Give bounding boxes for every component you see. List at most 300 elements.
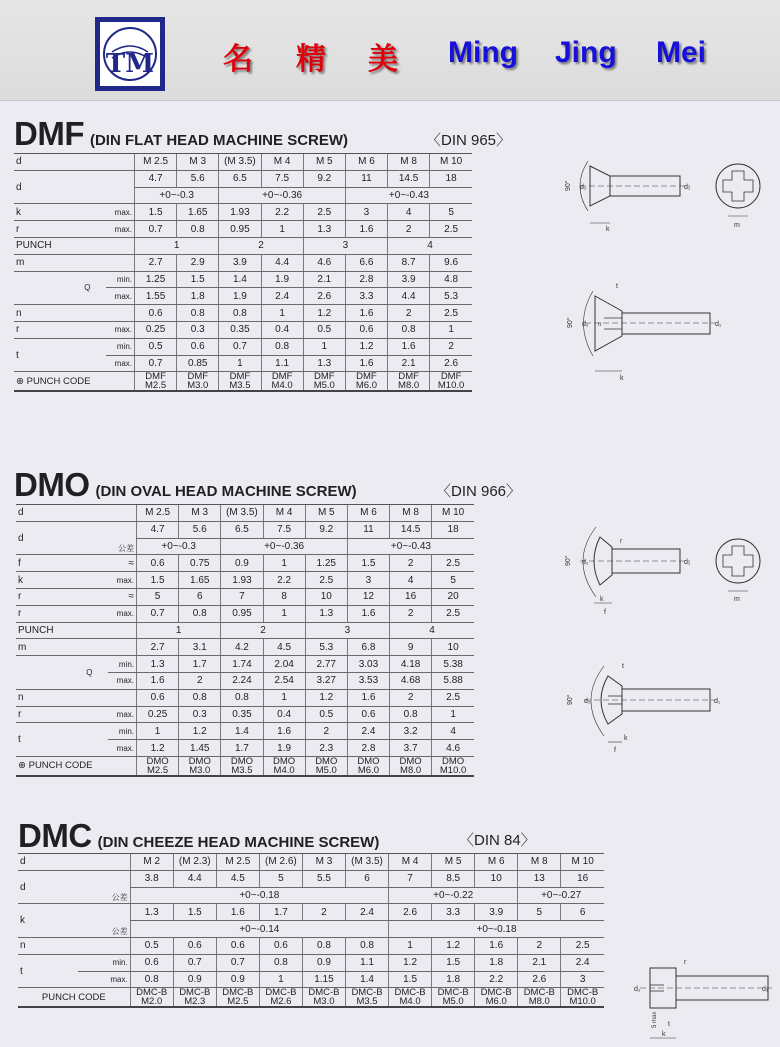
- label-d: d: [14, 154, 135, 171]
- code-top: DMC-B: [308, 987, 340, 999]
- value-cell: 0.85: [177, 355, 219, 372]
- size-cell: M 4: [263, 505, 305, 522]
- code-top: DMC-B: [351, 987, 383, 999]
- value-cell: 1.4: [221, 723, 263, 740]
- value-cell: 1.8: [177, 288, 219, 305]
- size-cell: M 6: [347, 505, 389, 522]
- label-d1: d: [18, 870, 78, 904]
- value-cell: 2.2: [263, 572, 305, 589]
- value-cell: 0.35: [219, 321, 261, 338]
- dim-f-label: f: [614, 747, 616, 754]
- dim-t-label: t: [616, 283, 618, 290]
- value-cell: 2: [302, 904, 345, 921]
- value-cell: 0.95: [221, 605, 263, 622]
- value-cell: 0.8: [179, 689, 221, 706]
- value-cell: 9.2: [303, 170, 345, 187]
- value-cell: 3.9: [219, 254, 261, 271]
- value-cell: 2.4: [261, 288, 303, 305]
- code-bottom: M5.0: [315, 764, 337, 776]
- value-cell: 4.5: [216, 870, 259, 887]
- label-max: max.: [108, 706, 136, 723]
- value-cell: 5: [430, 204, 472, 221]
- label-d1: d: [16, 521, 108, 555]
- code-bottom: M10.0: [439, 764, 467, 776]
- value-cell: 1.2: [389, 954, 432, 971]
- code-top: DMO: [315, 755, 338, 767]
- angle-label: 90°: [565, 555, 572, 566]
- value-cell: 0.6: [259, 937, 302, 954]
- label-max: max.: [108, 672, 136, 689]
- value-cell: 1.3: [137, 656, 179, 673]
- label-punch-code: PUNCH CODE: [18, 988, 130, 1008]
- dim-d1-label: d₁: [684, 184, 691, 191]
- table-row: [18, 971, 604, 988]
- value-cell: 3.9: [388, 271, 430, 288]
- value-cell: 5.3: [430, 288, 472, 305]
- value-cell: 2.5: [432, 605, 474, 622]
- value-cell: 1.6: [345, 305, 387, 322]
- value-cell: 8: [263, 588, 305, 605]
- label-max: max.: [106, 321, 134, 338]
- value-cell: 1.3: [303, 355, 345, 372]
- dmf-drawing-crosshead: [560, 151, 770, 241]
- size-cell: M 8: [390, 505, 432, 522]
- value-cell: 2: [305, 723, 347, 740]
- value-cell: 1.2: [345, 338, 387, 355]
- dim-5max-label: 5 max: [652, 1011, 658, 1028]
- code-bottom: M6.0: [355, 380, 377, 392]
- value-cell: 1.7: [221, 740, 263, 757]
- value-cell: 1: [303, 338, 345, 355]
- table-row: [18, 937, 604, 954]
- label-max: max.: [106, 204, 134, 221]
- value-cell: 14.5: [388, 170, 430, 187]
- size-cell: M 6: [475, 854, 518, 871]
- table-row: [16, 756, 474, 776]
- value-cell: 2.8: [345, 271, 387, 288]
- size-cell: M 3: [302, 854, 345, 871]
- dmf-title: [14, 115, 348, 153]
- phillips-icon: ⊕: [18, 760, 26, 772]
- table-row: [16, 639, 474, 656]
- code-bottom: M2.3: [184, 996, 206, 1008]
- dim-n-label: n: [598, 322, 602, 328]
- code-bottom: M3.5: [229, 380, 251, 392]
- value-cell: 1.15: [302, 971, 345, 988]
- tolerance-cell: +0~-0.18: [389, 921, 604, 938]
- size-cell: M 4: [261, 154, 303, 171]
- value-cell: 1: [263, 555, 305, 572]
- value-cell: 4.7: [137, 521, 179, 538]
- value-cell: 0.3: [177, 321, 219, 338]
- dim-m-label: m: [734, 596, 740, 603]
- value-cell: 5.5: [302, 870, 345, 887]
- value-cell: 1.74: [221, 656, 263, 673]
- dim-k-label: k: [600, 596, 604, 603]
- code-bottom: M6.0: [357, 764, 379, 776]
- value-cell: 4.18: [390, 656, 432, 673]
- value-cell: 5: [259, 870, 302, 887]
- value-cell: 2.4: [561, 954, 604, 971]
- label-punch: PUNCH: [14, 237, 135, 254]
- value-cell: 3.03: [347, 656, 389, 673]
- value-cell: 1.6: [475, 937, 518, 954]
- value-cell: 0.8: [345, 937, 388, 954]
- angle-label: 90°: [567, 694, 574, 705]
- value-cell: 2.5: [432, 689, 474, 706]
- value-cell: 5: [432, 572, 474, 589]
- value-cell: 0.8: [130, 971, 173, 988]
- value-cell: 1.5: [135, 204, 177, 221]
- dmc-standard: 〈DIN 84〉: [459, 832, 536, 849]
- value-cell: 2.5: [430, 221, 472, 238]
- value-cell: 1.2: [303, 305, 345, 322]
- value-cell: 0.7: [219, 338, 261, 355]
- value-cell: 1.5: [177, 271, 219, 288]
- value-cell: 4.6: [432, 740, 474, 757]
- label-r: r: [16, 706, 108, 723]
- value-cell: 0.6: [173, 937, 216, 954]
- code-top: DMF: [187, 371, 209, 383]
- value-cell: 13: [518, 870, 561, 887]
- value-cell: 3.27: [305, 672, 347, 689]
- code-top: DMC-B: [437, 987, 469, 999]
- value-cell: 1: [259, 971, 302, 988]
- table-row: [16, 706, 474, 723]
- value-cell: 7: [221, 588, 263, 605]
- label-m: m: [14, 254, 135, 271]
- value-cell: 4.2: [221, 639, 263, 656]
- value-cell: 4.7: [135, 170, 177, 187]
- size-cell: M 10: [430, 154, 472, 171]
- table-row: [16, 572, 474, 589]
- code-bottom: M10.0: [569, 996, 596, 1008]
- value-cell: 6: [179, 588, 221, 605]
- table-row: [14, 338, 472, 355]
- value-cell: 14.5: [390, 521, 432, 538]
- value-cell: 1.6: [345, 355, 387, 372]
- code-bottom: M8.0: [528, 996, 550, 1008]
- code-bottom: M4.0: [399, 996, 421, 1008]
- code-top: DMO: [230, 755, 254, 767]
- label-max: max.: [108, 605, 136, 622]
- value-cell: 8.7: [388, 254, 430, 271]
- value-cell: 1.4: [345, 971, 388, 988]
- value-cell: 9: [390, 639, 432, 656]
- value-cell: 2.6: [303, 288, 345, 305]
- code-bottom: M5.0: [313, 380, 335, 392]
- code-bottom: M8.0: [400, 764, 422, 776]
- code-bottom: M2.5: [147, 764, 169, 776]
- punch-cell: 2: [219, 237, 303, 254]
- value-cell: 7.5: [263, 521, 305, 538]
- value-cell: 6.5: [221, 521, 263, 538]
- value-cell: 1: [263, 605, 305, 622]
- value-cell: 2.1: [388, 355, 430, 372]
- code-top: DMF: [440, 371, 462, 383]
- dmo-desc: (DIN OVAL HEAD MACHINE SCREW): [95, 483, 357, 500]
- value-cell: 1.93: [221, 572, 263, 589]
- value-cell: 1.2: [179, 723, 221, 740]
- value-cell: 0.6: [216, 937, 259, 954]
- value-cell: 11: [345, 170, 387, 187]
- value-cell: 1.6: [388, 338, 430, 355]
- table-row: [16, 555, 474, 572]
- label-min: min.: [78, 954, 130, 971]
- code-bottom: M3.5: [356, 996, 378, 1008]
- table-row: [16, 656, 474, 673]
- value-cell: 0.6: [137, 555, 179, 572]
- label-min: min.: [106, 338, 134, 355]
- size-cell: M 8: [388, 154, 430, 171]
- value-cell: 1.3: [305, 605, 347, 622]
- value-cell: 3.9: [475, 904, 518, 921]
- table-row: [14, 305, 472, 322]
- dim-d1-label: d₁: [714, 698, 721, 705]
- value-cell: 2.5: [561, 937, 604, 954]
- table-row: [14, 271, 472, 288]
- value-cell: 10: [305, 588, 347, 605]
- value-cell: 1.25: [305, 555, 347, 572]
- value-cell: 0.35: [221, 706, 263, 723]
- value-cell: 2: [390, 689, 432, 706]
- label-punch-code: PUNCH CODE: [26, 375, 91, 387]
- value-cell: 1.25: [135, 271, 177, 288]
- value-cell: 5.38: [432, 656, 474, 673]
- value-cell: 2: [388, 221, 430, 238]
- code-top: DMF: [313, 371, 335, 383]
- size-cell: M 3: [179, 505, 221, 522]
- label-n: n: [14, 305, 135, 322]
- value-cell: 0.7: [173, 954, 216, 971]
- label-k: k: [18, 904, 78, 938]
- value-cell: 2.7: [137, 639, 179, 656]
- value-cell: 0.6: [130, 954, 173, 971]
- header-banner: [0, 0, 780, 101]
- label-d: d: [18, 854, 130, 871]
- label-max: max.: [108, 572, 136, 589]
- value-cell: 0.5: [135, 338, 177, 355]
- dmf-code: DMF: [14, 115, 84, 152]
- table-row: [18, 988, 604, 1008]
- value-cell: 0.9: [302, 954, 345, 971]
- label-r: r: [14, 221, 106, 238]
- angle-label: 90°: [565, 180, 572, 191]
- label-max: max.: [106, 221, 134, 238]
- value-cell: 0.75: [179, 555, 221, 572]
- catalog-page: [0, 101, 780, 1047]
- value-cell: 9.2: [305, 521, 347, 538]
- dim-r-label: r: [620, 538, 623, 545]
- value-cell: 1: [430, 321, 472, 338]
- dim-m-label: m: [734, 222, 740, 229]
- code-top: DMF: [398, 371, 419, 383]
- tolerance-cell: +0~-0.18: [130, 887, 388, 904]
- value-cell: 0.95: [219, 221, 261, 238]
- value-cell: 2.6: [430, 355, 472, 372]
- phillips-icon: ⊕: [16, 375, 24, 387]
- table-row: [14, 221, 472, 238]
- code-top: DMO: [357, 755, 380, 767]
- punch-cell: 2: [221, 622, 305, 639]
- code-bottom: M2.0: [141, 996, 163, 1008]
- value-cell: 2.9: [177, 254, 219, 271]
- value-cell: 3: [347, 572, 389, 589]
- code-bottom: M3.0: [189, 764, 211, 776]
- size-cell: (M 2.3): [173, 854, 216, 871]
- value-cell: 1.3: [130, 904, 173, 921]
- value-cell: 0.8: [219, 305, 261, 322]
- value-cell: 4: [390, 572, 432, 589]
- size-cell: M 5: [432, 854, 475, 871]
- table-row: [16, 521, 474, 538]
- value-cell: 0.4: [263, 706, 305, 723]
- code-bottom: M2.5: [145, 380, 167, 392]
- label-d: d: [16, 505, 137, 522]
- label-k: k: [16, 572, 108, 589]
- value-cell: 1.7: [259, 904, 302, 921]
- value-cell: 2: [430, 338, 472, 355]
- value-cell: 1.9: [261, 271, 303, 288]
- code-top: DMF: [145, 371, 166, 383]
- size-cell: M 2.5: [137, 505, 179, 522]
- code-top: DMO: [146, 755, 169, 767]
- dmf-spec-table: [14, 153, 472, 392]
- punch-cell: 3: [303, 237, 387, 254]
- table-row: [14, 170, 472, 187]
- dim-d1-label: d₁: [684, 559, 691, 566]
- value-cell: 7.5: [261, 170, 303, 187]
- value-cell: 1.5: [347, 555, 389, 572]
- value-cell: 1.8: [432, 971, 475, 988]
- value-cell: 0.9: [216, 971, 259, 988]
- value-cell: 10: [432, 639, 474, 656]
- punch-cell: 1: [135, 237, 219, 254]
- value-cell: 16: [390, 588, 432, 605]
- value-cell: 4.4: [261, 254, 303, 271]
- value-cell: 4.4: [388, 288, 430, 305]
- code-top: DMC-B: [567, 987, 599, 999]
- dim-d2-label: d₂: [584, 698, 591, 705]
- value-cell: 0.7: [137, 605, 179, 622]
- dim-d2-label: d₂: [634, 986, 641, 993]
- label-min: min.: [108, 723, 136, 740]
- value-cell: 1.1: [261, 355, 303, 372]
- code-top: DMF: [229, 371, 251, 383]
- value-cell: 2.5: [430, 305, 472, 322]
- dmc-code: DMC: [18, 817, 92, 854]
- brand-char-2: 精: [296, 42, 326, 77]
- value-cell: 0.6: [345, 321, 387, 338]
- size-cell: M 5: [305, 505, 347, 522]
- value-cell: 8.5: [432, 870, 475, 887]
- size-cell: M 10: [432, 505, 474, 522]
- value-cell: 4.4: [173, 870, 216, 887]
- tolerance-cell: +0~-0.14: [130, 921, 388, 938]
- value-cell: 1.1: [345, 954, 388, 971]
- code-bottom: M2.6: [270, 996, 292, 1008]
- code-top: DMF: [271, 371, 293, 383]
- value-cell: 1.6: [216, 904, 259, 921]
- value-cell: 6.8: [347, 639, 389, 656]
- code-top: DMO: [273, 755, 296, 767]
- size-cell: M 8: [518, 854, 561, 871]
- label-punch-code: PUNCH CODE: [28, 760, 93, 772]
- tolerance-cell: +0~-0.3: [135, 187, 219, 204]
- code-bottom: M10.0: [437, 380, 465, 392]
- value-cell: 0.7: [135, 221, 177, 238]
- value-cell: 0.4: [261, 321, 303, 338]
- value-cell: 1.6: [263, 723, 305, 740]
- value-cell: 3.2: [390, 723, 432, 740]
- value-cell: 2.77: [305, 656, 347, 673]
- value-cell: 0.7: [135, 355, 177, 372]
- value-cell: 1.9: [263, 740, 305, 757]
- label-min: min.: [108, 656, 136, 673]
- value-cell: 0.6: [137, 689, 179, 706]
- dmf-desc: (DIN FLAT HEAD MACHINE SCREW): [89, 132, 349, 149]
- value-cell: 1.2: [305, 689, 347, 706]
- value-cell: 1.6: [137, 672, 179, 689]
- value-cell: 1.7: [179, 656, 221, 673]
- code-bottom: M4.0: [271, 380, 293, 392]
- dim-d2-label: d₂: [582, 559, 589, 566]
- table-row: [14, 372, 472, 392]
- value-cell: 10: [475, 870, 518, 887]
- value-cell: 4.5: [263, 639, 305, 656]
- logo-letters: TM: [105, 49, 155, 79]
- dmc-spec-table: [18, 853, 604, 1008]
- label-f: f: [16, 555, 108, 572]
- brand-word-mei: Mei: [656, 36, 707, 69]
- value-cell: 3.3: [345, 288, 387, 305]
- code-bottom: M4.0: [273, 764, 295, 776]
- value-cell: 2.04: [263, 656, 305, 673]
- value-cell: 5: [137, 588, 179, 605]
- label-t: t: [16, 723, 108, 757]
- label-d1: d: [14, 170, 135, 204]
- code-top: DMC-B: [222, 987, 254, 999]
- label-n: n: [18, 937, 130, 954]
- value-cell: 11: [347, 521, 389, 538]
- value-cell: 3.1: [179, 639, 221, 656]
- value-cell: 2.8: [347, 740, 389, 757]
- dim-t-label: t: [668, 1021, 670, 1028]
- size-cell: M 10: [561, 854, 604, 871]
- label-m: m: [16, 639, 137, 656]
- value-cell: 1.5: [432, 954, 475, 971]
- value-cell: 0.5: [305, 706, 347, 723]
- value-cell: 1.4: [219, 271, 261, 288]
- size-cell: M 5: [303, 154, 345, 171]
- value-cell: 3: [561, 971, 604, 988]
- value-cell: 1.93: [219, 204, 261, 221]
- label-tolerance: 公差: [108, 521, 136, 555]
- value-cell: 0.8: [177, 221, 219, 238]
- punch-cell: 3: [305, 622, 389, 639]
- value-cell: 1: [261, 221, 303, 238]
- value-cell: 0.8: [259, 954, 302, 971]
- value-cell: 1: [137, 723, 179, 740]
- value-cell: 6.6: [345, 254, 387, 271]
- value-cell: 1: [389, 937, 432, 954]
- size-cell: M 4: [389, 854, 432, 871]
- label-tolerance: 公差: [78, 870, 130, 904]
- code-bottom: M2.5: [227, 996, 249, 1008]
- punch-cell: 4: [388, 237, 472, 254]
- dmo-drawing-slotted: [560, 656, 720, 756]
- value-cell: 4.8: [430, 271, 472, 288]
